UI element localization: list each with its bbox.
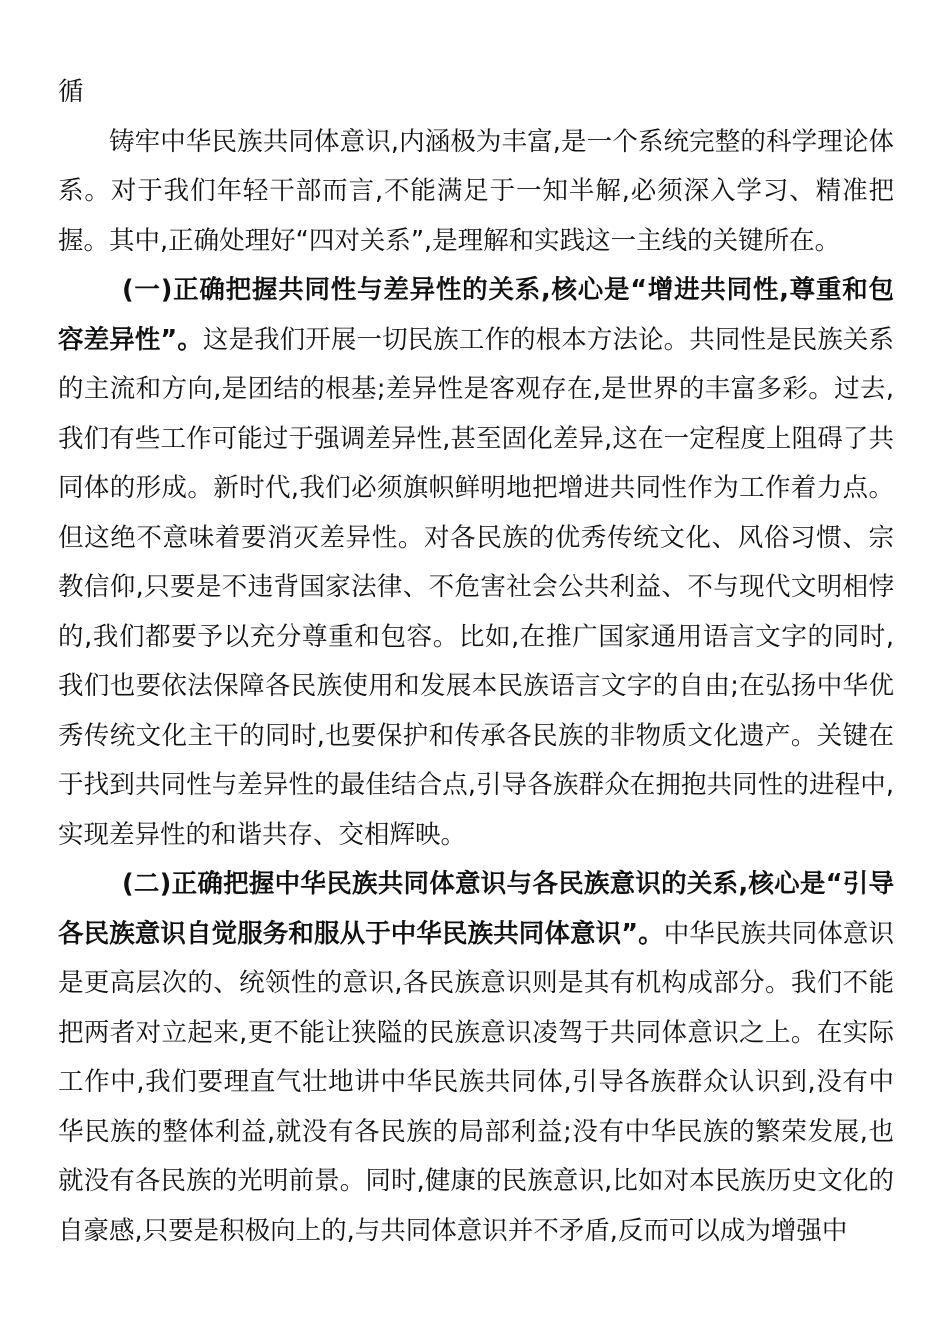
paragraph-intro bbox=[58, 118, 894, 267]
section-1-body: 这是我们开展一切民族工作的根本方法论。共同性是民族关系的主流和方向,是团结的根基;差异性是客观存在,是世界的丰富多彩。过去,我们有些工作可能过于强调差异性,甚至固化差异,这在一定程度上阻碍了共同体的形成。新时代,我们必须旗帜鲜明地把增进共同性作为工作着力点。但这绝不意味着要消灭差异性。对各民族的优秀传统文化、风俗习惯、宗教信仰,只要是不违背国家法律、不危害社会公共利益、不与现代文明相悖的,我们都要予以充分尊重和包容。比如,在推广国家通用语言文字的同时,我们也要依法保障各民族使用和发展本民族语言文字的自由;在弘扬中华优秀传统文化主干的同时,也要保护和传承各民族的非物质文化遗产。关键在于找到共同性与差异性的最佳结合点,引导各族群众在拥抱共同性的进程中,实现差异性的和谐共存、交相辉映。 bbox=[58, 324, 894, 850]
section-2-body: 中华民族共同体意识是更高层次的、统领性的意识,各民族意识则是其有机构成部分。我们不能把两者对立起来,更不能让狭隘的民族意识凌驾于共同体意识之上。在实际工作中,我们要理直气壮地讲中华民族共同体,引导各族群众认识到,没有中华民族的整体利益,就没有各民族的局部利益;没有中华民族的繁荣发展,也就没有各民族的光明前景。同时,健康的民族意识,比如对本民族历史文化的自豪感,只要是积极向上的,与共同体意识并不矛盾,反而可以成为增强中 bbox=[58, 918, 894, 1246]
section-1-heading: (一)正确把握共同性与差异性的关系,核心是“增进共同性,尊重和包容差异性”。 bbox=[58, 275, 894, 355]
continuation-fragment: 循 bbox=[58, 77, 84, 107]
paragraph-section-2 bbox=[58, 860, 894, 1256]
paragraph-intro-text: 铸牢中华民族共同体意识,内涵极为丰富,是一个系统完整的科学理论体系。对于我们年轻干部而言,不能满足于一知半解,必须深入学习、精准把握。其中,正确处理好“四对关系”,是理解和实践这一主线的关键所在。 bbox=[58, 126, 894, 256]
section-2-heading: (二)正确把握中华民族共同体意识与各民族意识的关系,核心是“引导各民族意识自觉服务和服从于中华民族共同体意识”。 bbox=[58, 869, 894, 949]
paragraph-section-1 bbox=[58, 266, 894, 860]
